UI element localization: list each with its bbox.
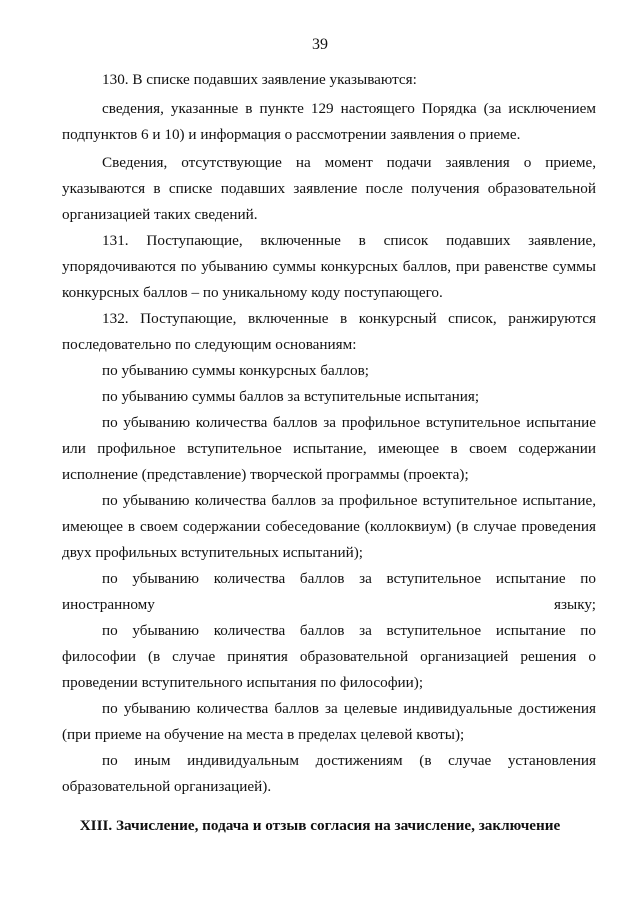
ranking-criterion-1: по убыванию суммы конкурсных баллов; <box>102 362 369 379</box>
paragraph-131: 131. Поступающие, включенные в список подавших заявление, упорядочиваются по убыванию суммы конкурсных баллов, при равенстве суммы конкурсных баллов – по уникальному коду поступающего. <box>62 232 596 301</box>
ranking-criterion-2: по убыванию суммы баллов за вступительные испытания; <box>102 388 480 405</box>
ranking-criterion-8: по иным индивидуальным достижениям (в случае установления образовательной организацией). <box>62 752 596 795</box>
section-heading: XIII. Зачисление, подача и отзыв согласия на зачисление, заключение <box>79 817 561 834</box>
ranking-criterion-6: по убыванию количества баллов за вступительное испытание по философии (в случае принятия образовательной организацией решения о проведении вступительного испытания по философии); <box>62 622 596 691</box>
paragraph-130-intro: 130. В списке подавших заявление указываются: <box>102 71 417 88</box>
ranking-criterion-4: по убыванию количества баллов за профильное вступительное испытание, имеющее в своем содержании собеседование (коллоквиум) (в случае проведения двух профильных вступительных испытаний); <box>62 492 596 561</box>
ranking-criterion-5: по убыванию количества баллов за вступительное испытание по иностранному языку; <box>62 570 596 613</box>
ranking-criterion-3: по убыванию количества баллов за профильное вступительное испытание или профильное вступительное испытание, имеющее в своем содержании исполнение (представление) творческой программы (проекта); <box>62 414 596 483</box>
paragraph-130-item: сведения, указанные в пункте 129 настоящего Порядка (за исключением подпунктов 6 и 10) и информация о рассмотрении заявления о приеме. <box>62 100 596 143</box>
paragraph-130-missing-info: Сведения, отсутствующие на момент подачи заявления о приеме, указываются в списке подавших заявление после получения образовательной организацией таких сведений. <box>62 154 596 223</box>
paragraph-132-intro: 132. Поступающие, включенные в конкурсный список, ранжируются последовательно по следующим основаниям: <box>62 310 596 353</box>
page-number: 39 <box>312 36 328 53</box>
ranking-criterion-7: по убыванию количества баллов за целевые индивидуальные достижения (при приеме на обучение на места в пределах целевой квоты); <box>62 700 596 743</box>
